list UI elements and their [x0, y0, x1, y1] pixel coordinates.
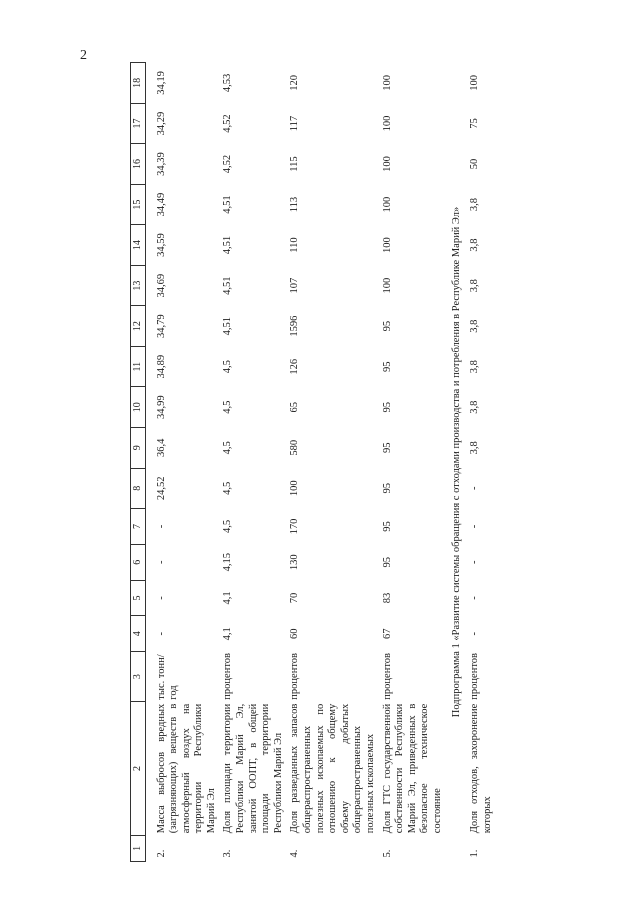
indicator-name: Доля ГТС государственной собственности Республики Марий Эл, приведенных в безопасное техническое состояние	[381, 703, 443, 834]
unit-cell: процентов	[289, 653, 301, 700]
value-cell: 100	[289, 480, 301, 497]
unit-cell: тыс. тонн/ год	[155, 654, 180, 700]
value-cell: 100	[381, 277, 393, 294]
header-cell: 4	[131, 616, 146, 652]
value-cell: 100	[381, 75, 393, 91]
value-cell: 4,5	[222, 481, 234, 495]
value-cell: 4,52	[222, 114, 234, 133]
spacer-row	[146, 63, 154, 862]
value-cell: 100	[469, 75, 481, 91]
rotated-table-container	[130, 62, 550, 862]
value-cell: 110	[289, 237, 301, 253]
value-cell: 34,59	[155, 233, 167, 257]
header-cell: 13	[131, 265, 146, 306]
value-cell: 65	[289, 401, 301, 413]
value-cell: 34,49	[155, 192, 167, 217]
value-cell: 75	[469, 118, 481, 129]
header-row	[131, 63, 146, 862]
value-cell: 100	[381, 156, 393, 172]
header-cell: 8	[131, 468, 146, 509]
value-cell: 95	[381, 361, 393, 372]
value-cell: 115	[289, 156, 301, 172]
value-cell: 95	[381, 483, 393, 494]
indicators-table	[130, 62, 496, 862]
value-cell: 4,52	[222, 154, 234, 174]
subprogram-heading-row	[447, 63, 468, 862]
value-cell: 34,99	[155, 395, 167, 420]
value-cell: 34,39	[155, 152, 167, 176]
value-cell: 100	[381, 115, 393, 132]
value-cell: -	[469, 524, 481, 529]
value-cell: 120	[289, 75, 301, 91]
value-cell: 3,8	[469, 238, 481, 252]
value-cell: 95	[381, 556, 393, 568]
value-cell: 3,8	[469, 400, 481, 414]
indicator-name: Доля отходов, захоронение которых	[469, 703, 493, 834]
value-cell: -	[155, 596, 167, 600]
value-cell: 130	[289, 554, 301, 571]
header-cell: 15	[131, 184, 146, 225]
value-cell: 4,1	[222, 591, 234, 605]
value-cell: -	[469, 560, 481, 564]
page-number: 2	[80, 48, 87, 63]
value-cell: 50	[469, 158, 481, 170]
value-cell: 24,52	[155, 476, 167, 501]
table-row	[154, 63, 221, 862]
value-cell: 100	[381, 196, 393, 213]
value-cell: 4,53	[222, 73, 234, 93]
value-cell: 34,89	[155, 354, 167, 379]
value-cell: 4,51	[222, 276, 234, 295]
value-cell: 4,1	[222, 627, 234, 641]
value-cell: -	[155, 524, 167, 529]
value-cell: 95	[381, 320, 393, 332]
value-cell: 95	[381, 401, 393, 413]
value-cell: 4,5	[222, 400, 234, 414]
row-number: 5.	[381, 849, 393, 858]
value-cell: 34,19	[155, 71, 167, 95]
value-cell: 117	[289, 115, 301, 132]
subprogram-heading: Подпрограмма 1 «Развитие системы обращения с отходами производства и потребления в Республике Марий Эл»	[450, 206, 462, 718]
header-cell: 16	[131, 144, 146, 185]
header-cell: 7	[131, 509, 146, 545]
indicator-name: Доля площади территории Республики Марий Эл, занятой ООПТ, в общей площади территории Республики Марий Эл	[222, 703, 284, 834]
value-cell: 4,15	[222, 553, 234, 572]
value-cell: 34,79	[155, 314, 167, 338]
value-cell: 3,8	[469, 441, 481, 455]
value-cell: 100	[381, 237, 393, 253]
value-cell: 95	[381, 521, 393, 532]
header-cell: 17	[131, 103, 146, 144]
value-cell: 107	[289, 277, 301, 294]
unit-cell: процентов	[469, 653, 481, 700]
indicator-name: Масса выбросов вредных (загрязняющих) веществ в атмосферный воздух на территории Республики Марий Эл	[155, 703, 217, 834]
value-cell: 126	[289, 358, 301, 375]
header-cell: 1	[131, 835, 146, 861]
value-cell: -	[155, 560, 167, 564]
value-cell: 4,5	[222, 360, 234, 374]
table-row	[220, 63, 287, 862]
value-cell: 34,69	[155, 273, 167, 298]
header-cell: 18	[131, 63, 146, 104]
row-number: 4.	[289, 849, 301, 858]
value-cell: 4,51	[222, 235, 234, 255]
value-cell: 3,8	[469, 279, 481, 293]
value-cell: 3,8	[469, 198, 481, 212]
value-cell: 4,5	[222, 519, 234, 534]
table-row	[287, 63, 379, 862]
unit-cell: процентов	[381, 653, 393, 700]
value-cell: 4,5	[222, 441, 234, 455]
table-row	[380, 63, 447, 862]
value-cell: 580	[289, 439, 301, 456]
value-cell: 4,51	[222, 316, 234, 336]
header-cell: 2	[131, 702, 146, 836]
value-cell: -	[469, 632, 481, 636]
value-cell: -	[155, 632, 167, 636]
header-cell: 14	[131, 225, 146, 266]
header-cell: 5	[131, 580, 146, 616]
value-cell: 170	[289, 518, 301, 535]
value-cell: 83	[381, 592, 393, 604]
row-number: 3.	[222, 849, 234, 858]
row-number: 2.	[155, 849, 167, 858]
indicator-name: Доля разведанных запасов общераспространенных полезных ископаемых по отношению к общему объему добытых общераспространенных полезных ископаемых	[289, 703, 376, 834]
header-cell: 9	[131, 428, 146, 469]
value-cell: -	[469, 486, 481, 491]
value-cell: -	[469, 596, 481, 600]
value-cell: 70	[289, 592, 301, 604]
header-cell: 10	[131, 387, 146, 428]
row-number: 1.	[469, 849, 481, 858]
header-cell: 6	[131, 544, 146, 580]
value-cell: 60	[289, 628, 301, 639]
value-cell: 34,29	[155, 111, 167, 136]
value-cell: 3,8	[469, 319, 481, 333]
header-cell: 3	[131, 652, 146, 702]
value-cell: 36,4	[155, 438, 167, 457]
value-cell: 95	[381, 442, 393, 454]
value-cell: 1596	[289, 315, 301, 337]
value-cell: 3,8	[469, 360, 481, 374]
value-cell: 67	[381, 628, 393, 639]
header-cell: 12	[131, 306, 146, 347]
table-row	[467, 63, 496, 862]
value-cell: 4,51	[222, 195, 234, 214]
unit-cell: процентов	[222, 653, 234, 700]
value-cell: 113	[289, 196, 301, 213]
header-cell: 11	[131, 346, 146, 387]
